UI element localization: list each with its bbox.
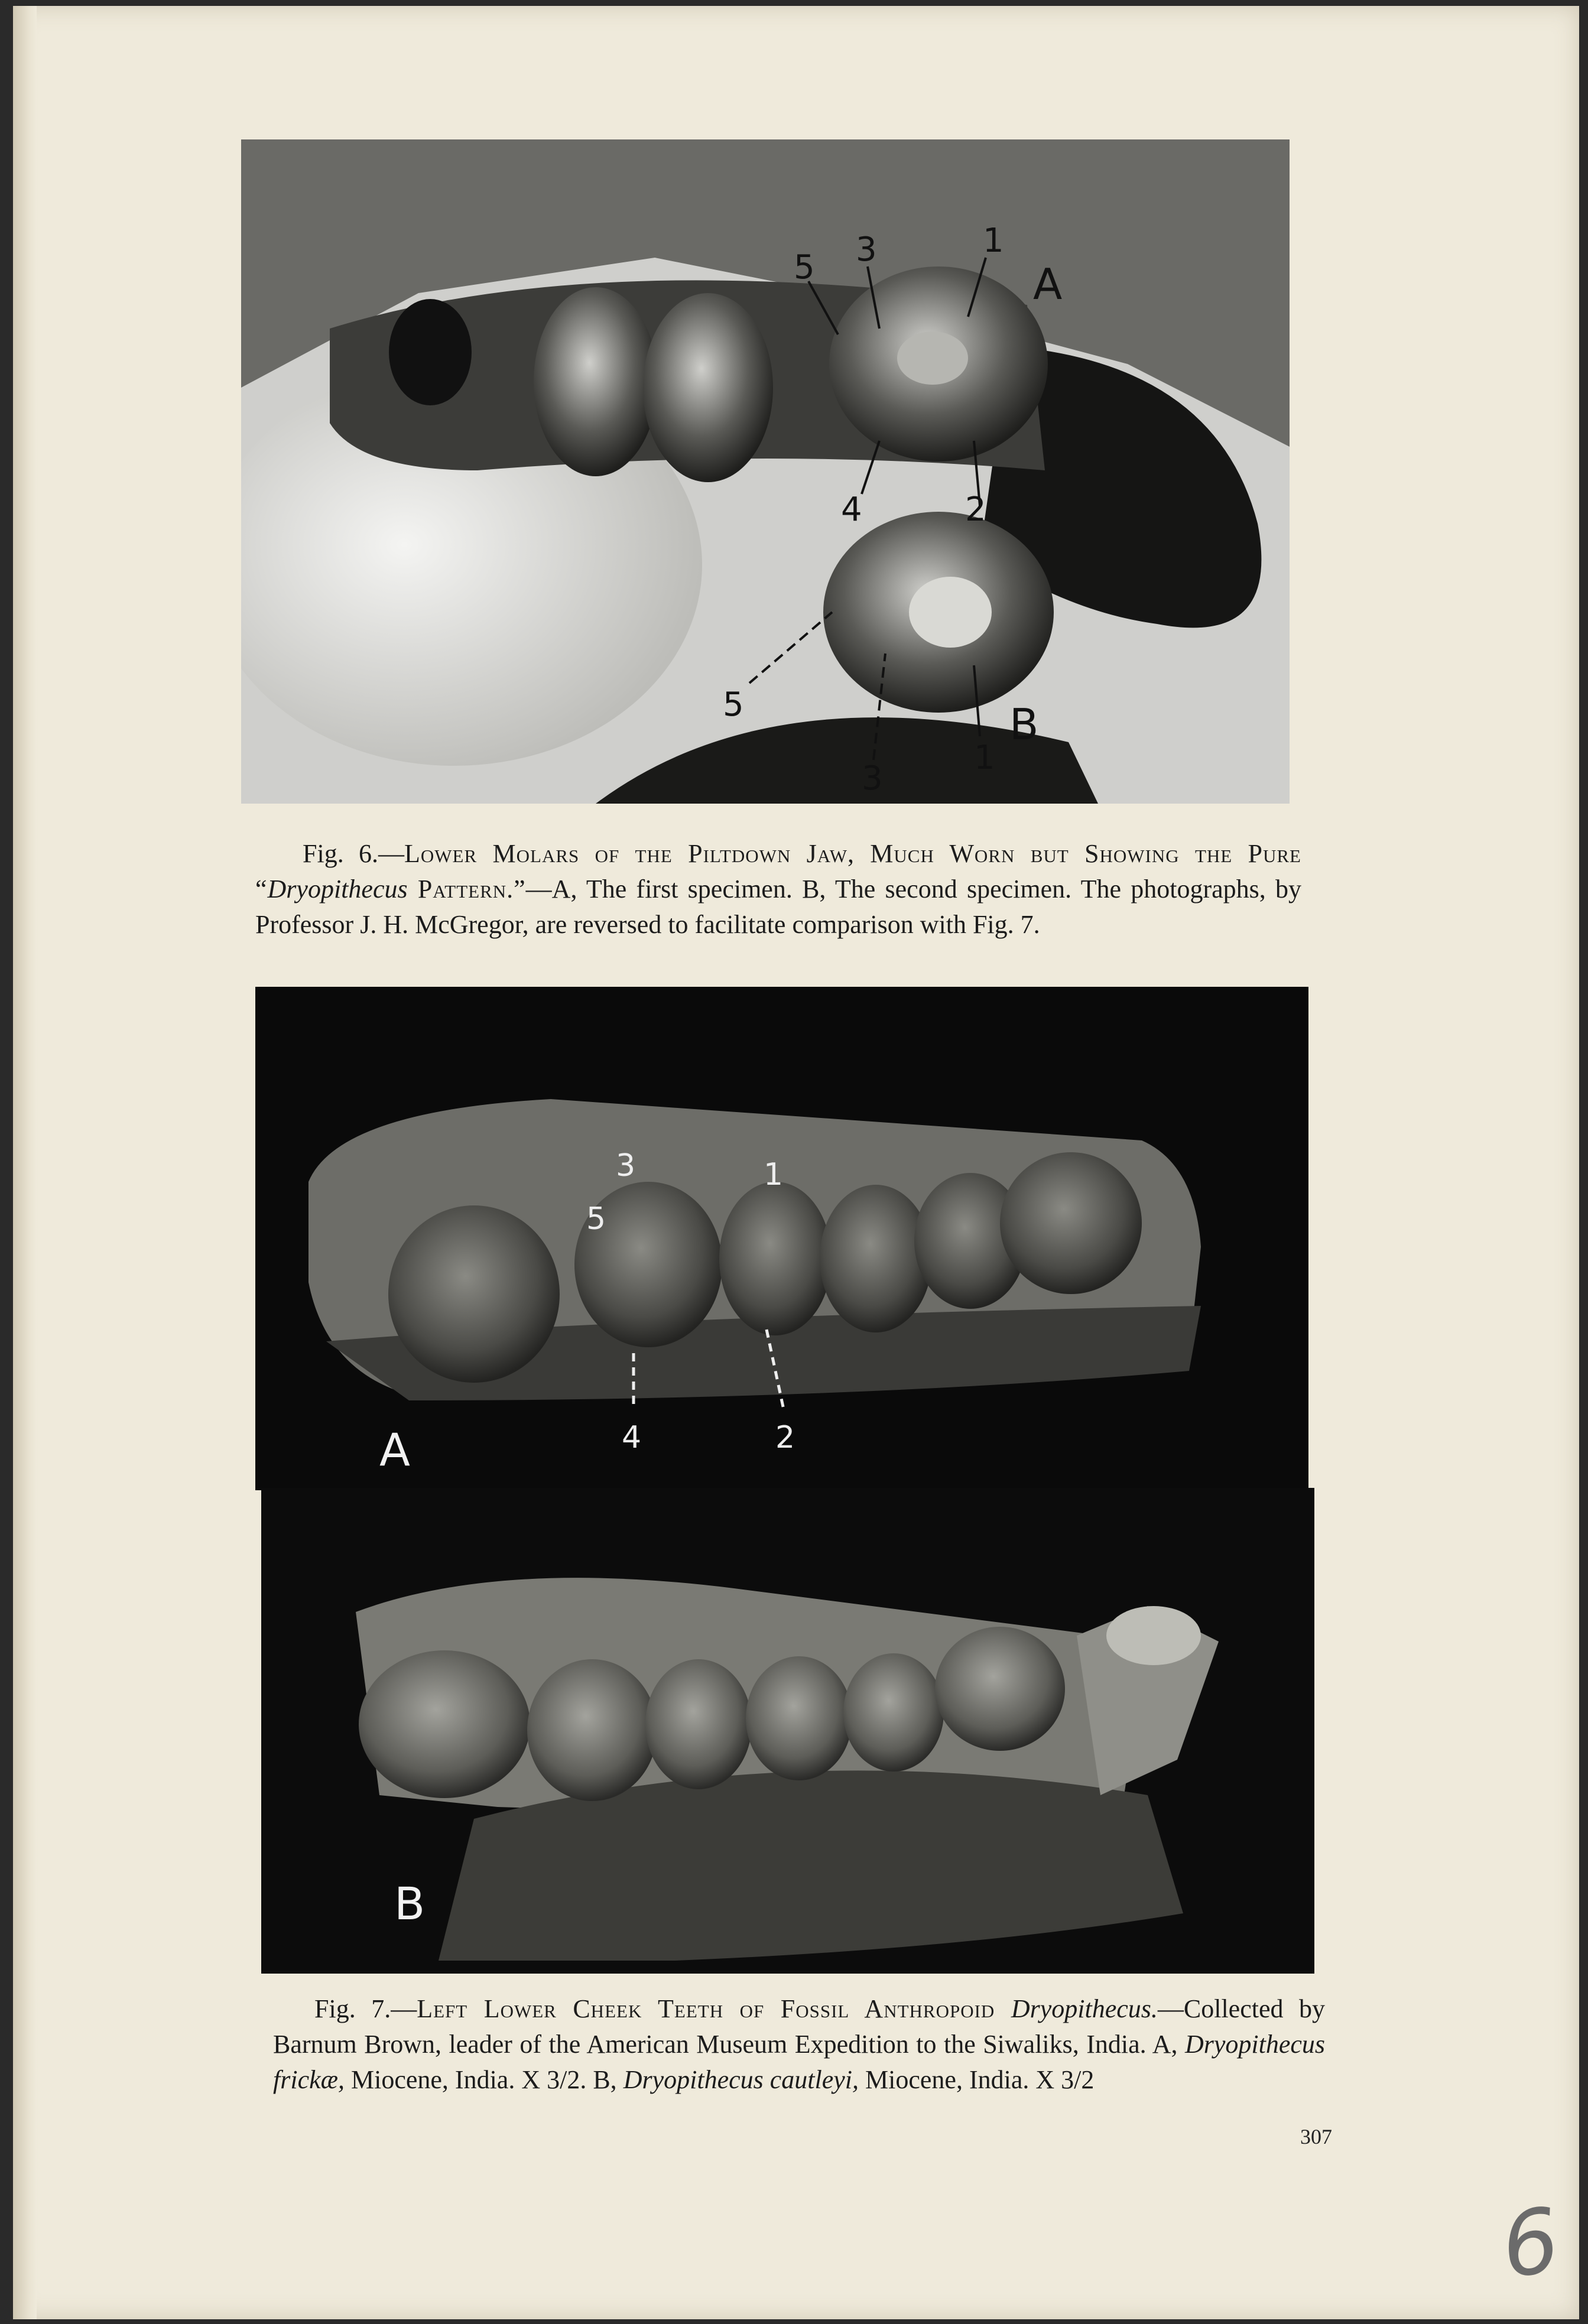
fig6-label-B: B — [1009, 700, 1039, 749]
page-number: 307 — [1300, 2125, 1332, 2149]
fig6-label-A: A — [1033, 259, 1063, 309]
fig7-caption-lead: Fig. 7.— — [314, 1994, 417, 2023]
figure-7-caption — [273, 1991, 1325, 2098]
fig7a-label-3: 3 — [616, 1148, 636, 1184]
figure-7b-photo — [261, 1488, 1314, 1974]
fig6-caption-title: Lower Molars of the Piltdown Jaw, Much Worn but Showing the Pure “ — [255, 839, 1301, 903]
fig7a-label-5: 5 — [586, 1201, 606, 1237]
fig6-label-5-top: 5 — [794, 248, 815, 287]
fig7a-label-A: A — [379, 1423, 410, 1476]
page-binding-shadow — [13, 6, 37, 2319]
fig6-label-3-bottom: 3 — [862, 759, 883, 798]
figure-6-caption — [255, 836, 1301, 942]
figure-6-photo — [241, 139, 1290, 804]
fig7b-label-B: B — [394, 1877, 426, 1930]
fig6-label-3-top: 3 — [856, 230, 877, 269]
fig6-caption-pattern: Pattern.” — [407, 875, 526, 903]
fig6-caption-body: —A, The first specimen. B, The second specimen. The photographs, by Professor J. H. McGregor, are reversed to facilitate comparison with Fig. 7. — [255, 875, 1301, 939]
fig6-label-1-bottom: 1 — [974, 739, 995, 777]
fig6-caption-lead: Fig. 6.— — [303, 839, 405, 868]
fig7-caption-body-3: Miocene, India. X 3/2 — [859, 2065, 1095, 2094]
fig6-label-1-top: 1 — [983, 222, 1004, 260]
fig7-caption-genus: Dryopithecus. — [1011, 1994, 1158, 2023]
fig7-caption-species-a: Dryopithecus frickæ, — [273, 2030, 1325, 2094]
fig6-label-4: 4 — [841, 490, 862, 529]
fig7-caption-title: Left Lower Cheek Teeth of Fossil Anthropoid — [417, 1994, 1011, 2023]
fig7a-label-4: 4 — [622, 1420, 642, 1455]
fig7a-label-2: 2 — [775, 1420, 795, 1455]
fig7a-label-1: 1 — [764, 1157, 784, 1192]
fig7-caption-body-2: Miocene, India. X 3/2. B, — [344, 2065, 623, 2094]
fig6-label-5-bottom: 5 — [723, 685, 744, 724]
fig6-caption-genus: Dryopithecus — [267, 875, 408, 903]
handwritten-number: 6 — [1495, 2189, 1566, 2299]
book-page — [13, 6, 1579, 2319]
figure-7a-photo — [255, 987, 1308, 1490]
fig7-caption-body-1: —Collected by Barnum Brown, leader of the American Museum Expedition to the Siwaliks, India. A, — [273, 1994, 1325, 2059]
fig7-caption-species-b: Dryopithecus cautleyi, — [623, 2065, 859, 2094]
fig6-label-2: 2 — [965, 490, 986, 529]
